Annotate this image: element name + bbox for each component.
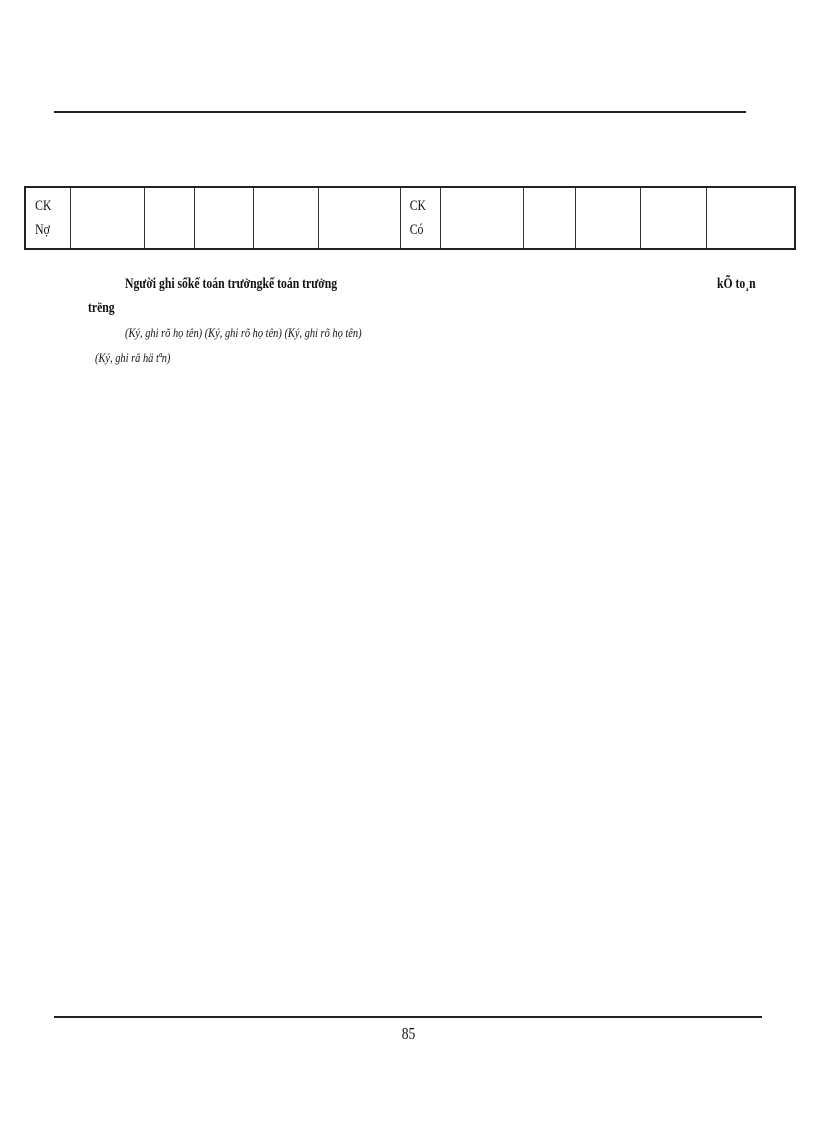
signature-title-wrap: trëng bbox=[88, 300, 115, 316]
credit-label-line-2: Có bbox=[409, 222, 424, 238]
debit-label-line-1: CK bbox=[35, 198, 52, 214]
table-cell bbox=[70, 187, 144, 249]
table-cell bbox=[318, 187, 400, 249]
table-cell bbox=[253, 187, 318, 249]
table-cell bbox=[706, 187, 795, 249]
ledger-table bbox=[24, 186, 796, 250]
debit-label-cell bbox=[25, 187, 60, 249]
table-cell bbox=[523, 187, 575, 249]
signature-title-right: kÕ to¸n bbox=[717, 276, 756, 292]
table-cell bbox=[194, 187, 253, 249]
header-rule bbox=[54, 111, 746, 113]
signature-titles: Người ghi sổkế toán trưởngkế toán trưởng bbox=[125, 276, 338, 292]
signature-instruction-extra: (Ký, ghi râ hä tªn) bbox=[95, 350, 171, 365]
debit-label-line-2: Nợ bbox=[35, 222, 50, 238]
table-cell bbox=[144, 187, 194, 249]
signature-instructions: (Ký, ghi rõ họ tên) (Ký, ghi rõ họ tên) (Ký, ghi rõ họ tên) bbox=[125, 325, 362, 340]
page-number bbox=[0, 1024, 816, 1044]
page-number-text: 85 bbox=[401, 1024, 415, 1043]
table-cell bbox=[575, 187, 640, 249]
table-cell bbox=[640, 187, 706, 249]
footer-rule bbox=[54, 1016, 762, 1018]
table-cell bbox=[440, 187, 523, 249]
credit-label-cell bbox=[400, 187, 431, 249]
table-row bbox=[25, 187, 795, 249]
credit-label-line-1: CK bbox=[409, 198, 427, 214]
